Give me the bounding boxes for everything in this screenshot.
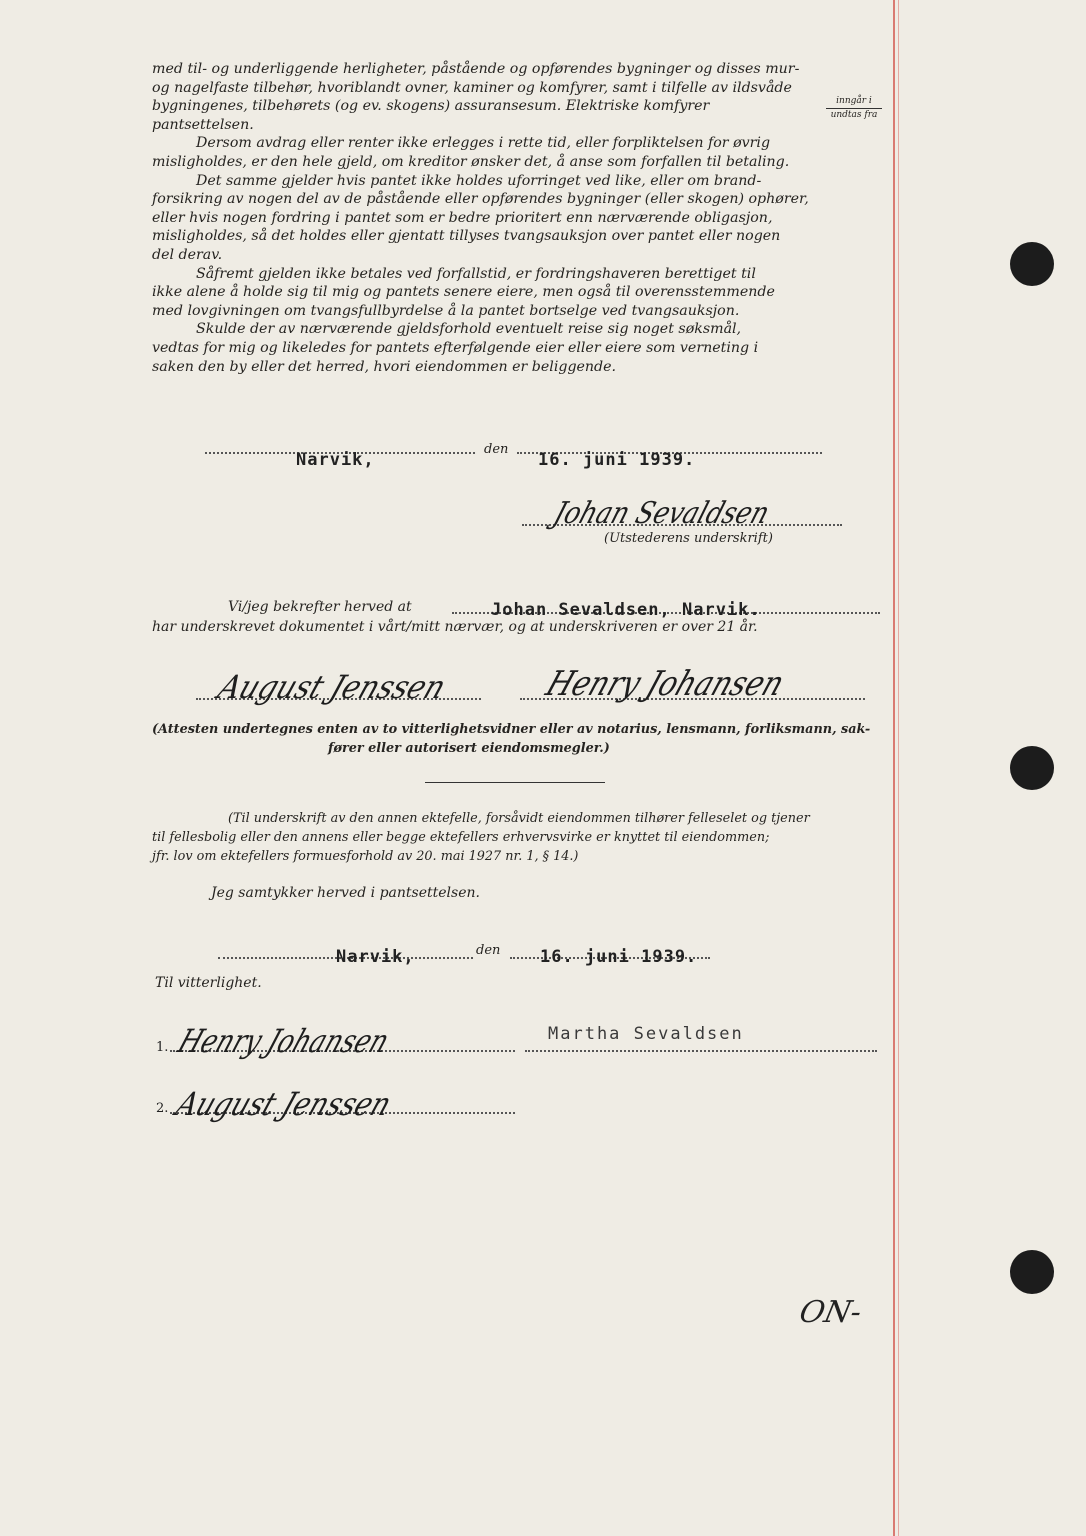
- den-label: den: [484, 442, 509, 457]
- terms-line: Såfremt gjelden ikke betales ved forfallstid, er fordringshaveren berettiget til: [196, 265, 756, 282]
- terms-line: Skulde der av nærværende gjeldsforhold eventuelt reise sig noget søksmål,: [196, 321, 742, 338]
- attest-line2: har underskrevet dokumentet i vårt/mitt nærvær, og at underskriveren er over 21 år.: [152, 619, 758, 635]
- dotted-line: [525, 1050, 877, 1052]
- terms-line: bygningenes, tilbehørets (og ev. skogens) assuransesum. Elektriske komfyrer: [152, 98, 710, 115]
- separator-line: [425, 782, 605, 783]
- spouse-typed-name: Martha Sevaldsen: [548, 1024, 744, 1044]
- spouse-note: jfr. lov om ektefellers formuesforhold av 20. mai 1927 nr. 1, § 14.): [152, 849, 579, 864]
- witness-signature: Henry Johansen: [540, 664, 790, 704]
- issuer-date: 16. juni 1939.: [538, 450, 696, 470]
- terms-line: og nagelfaste tilbehør, hvoriblandt ovner, kaminer og komfyrer, samt i tilfelle av ildsvåde: [152, 79, 792, 96]
- attest-note: (Attesten undertegnes enten av to vitterlighetsvidner eller av notarius, lensmann, forliksmann, sak-: [152, 722, 871, 737]
- terms-line: eller hvis nogen fordring i pantet som er bedre prioritert enn nærværende obligasjon,: [152, 209, 773, 226]
- den-label: den: [476, 943, 501, 958]
- issuer-signature-caption: (Utstederens underskrift): [604, 531, 773, 546]
- fraction-note: [826, 96, 882, 121]
- fraction-bottom: undtas fra: [830, 110, 878, 120]
- punch-hole: [1010, 242, 1054, 286]
- issuer-signature: Johan Sevaldsen: [549, 496, 774, 531]
- witness-number: 1.: [156, 1040, 169, 1055]
- terms-line: del derav.: [152, 246, 223, 263]
- initials: ON-: [796, 1295, 865, 1330]
- witness-number: 2.: [156, 1101, 169, 1116]
- margin-rule: [893, 0, 895, 1536]
- spouse-note: til fellesbolig eller den annens eller begge ektefellers erhvervsvirke er knyttet til eiendommen;: [152, 830, 770, 845]
- terms-line: pantsettelsen.: [152, 116, 254, 133]
- terms-text: [152, 60, 878, 376]
- punch-hole: [1010, 1250, 1054, 1294]
- terms-line: Det samme gjelder hvis pantet ikke holdes uforringet ved like, eller om brand-: [196, 172, 762, 189]
- terms-line: med lovgivningen om tvangsfullbyrdelse å la pantet bortselge ved tvangsauksjon.: [152, 302, 740, 319]
- til-vitterlighet: Til vitterlighet.: [155, 975, 262, 991]
- spouse-note: (Til underskrift av den annen ektefelle, forsåvidt eiendommen tilhører felleselet og tjener: [228, 811, 810, 826]
- terms-line: forsikring av nogen del av de påstående eller opførendes bygninger (eller skogen) ophører,: [152, 191, 809, 208]
- consent-text: Jeg samtykker herved i pantsettelsen.: [211, 885, 480, 901]
- terms-line: Dersom avdrag eller renter ikke erlegges i rette tid, eller forpliktelsen for øvrig: [196, 135, 771, 152]
- attest-typed-name: Johan Sevaldsen, Narvik.: [491, 600, 761, 620]
- terms-line: misligholdes, er den hele gjeld, om kreditor ønsker det, å anse som forfallen til betaling.: [152, 153, 790, 170]
- spouse-place: Narvik,: [336, 947, 415, 967]
- fraction-top: inngår i: [826, 96, 882, 109]
- terms-line: saken den by eller det herred, hvori eiendommen er beliggende.: [152, 358, 617, 375]
- witness-signature: August Jenssen: [171, 1085, 397, 1123]
- punch-hole: [1010, 746, 1054, 790]
- witness-signature: August Jenssen: [213, 668, 452, 706]
- issuer-place: Narvik,: [296, 450, 375, 470]
- attest-prefix: Vi/jeg bekrefter herved at: [228, 599, 412, 615]
- spouse-date: 16. juni 1939.: [540, 947, 698, 967]
- witness-signature: Henry Johansen: [173, 1022, 395, 1060]
- terms-line: med til- og underliggende herligheter, påstående og opførendes bygninger og disses mur-: [152, 61, 800, 77]
- terms-line: vedtas for mig og likeledes for pantets efterfølgende eier eller eiere som verneting i: [152, 339, 759, 356]
- attest-note: fører eller autorisert eiendomsmegler.): [328, 741, 610, 756]
- terms-line: misligholdes, så det holdes eller gjentatt tillyses tvangsauksjon over pantet eller nogen: [152, 228, 781, 245]
- terms-line: ikke alene å holde sig til mig og pantets senere eiere, men også til overensstemmende: [152, 284, 775, 301]
- margin-rule-thin: [898, 0, 899, 1536]
